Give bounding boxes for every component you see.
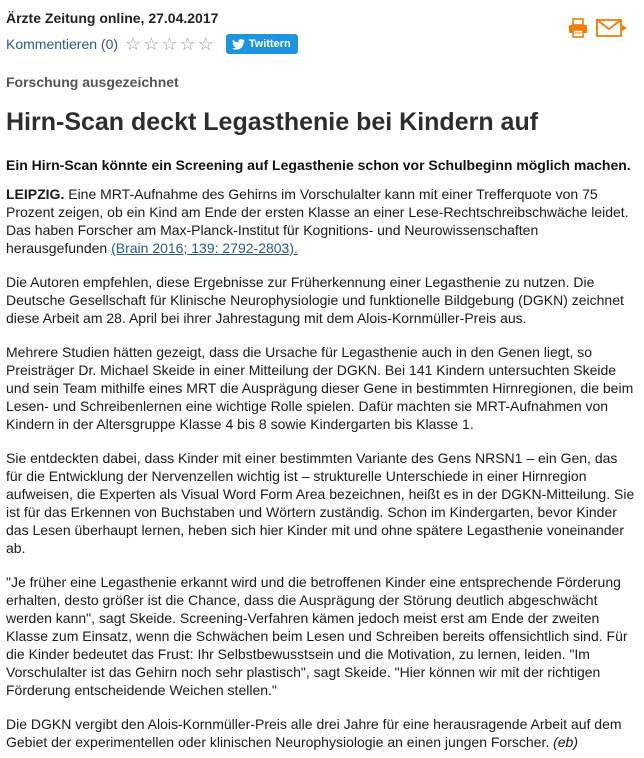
meta-row	[6, 34, 298, 54]
star-icon[interactable]: ☆	[161, 34, 178, 54]
star-icon[interactable]: ☆	[197, 34, 214, 54]
dateline: LEIPZIG.	[6, 186, 65, 202]
paragraph	[6, 715, 636, 751]
reference-link[interactable]: (Brain 2016; 139: 2792-2803).	[111, 240, 298, 256]
section-label: Forschung ausgezeichnet	[6, 74, 179, 90]
source-date: Ärzte Zeitung online, 27.04.2017	[6, 10, 219, 26]
twitter-label: Twittern	[248, 38, 291, 50]
paragraph: Die Autoren empfehlen, diese Ergebnisse zur Früherkennung einer Legasthenie zu nutzen. Die Deutsche Gesellschaft für Klinische Neurophysiologie und funktionelle Bildgebung (DGKN) zeichnet diese Arbeit am 28. April bei ihrer Jahrestagung mit dem Alois-Kornmüller-Preis aus.	[6, 274, 624, 326]
paragraph: Mehrere Studien hätten gezeigt, dass die Ursache für Legasthenie auch in den Genen liegt, so Preisträger Dr. Michael Skeide in einer Mitteilung der DGKN. Bei 141 Kindern untersuchten Skeide und sein Team mithilfe eines MRT die Ausprägung dieser Gene in bestimmten Hirnregionen, die beim Lesen- und Schreibenlernen eine wichtige Rolle spielen. Dafür machten sie MRT-Aufnahmen von Kindern in der Altersgruppe Klasse 4 bis 8 sowie Kindergarten bis Klasse 1.	[6, 344, 634, 432]
twitter-button[interactable]	[226, 34, 298, 54]
star-icon[interactable]: ☆	[143, 34, 160, 54]
paragraph: "Je früher eine Legasthenie erkannt wird und die betroffenen Kinder eine entsprechende Förderung erhalten, desto größer ist die Chance, dass die Ausprägung der Störung deutlich abgeschwächt werden kann", sagt Skeide. Screening-Verfahren kämen jedoch meist erst am Ende der zweiten Klasse zum Einsatz, wenn die Schwächen beim Lesen und Schreiben bereits offensichtlich sind. Für die Kinder bedeutet das Frust: Ihr Selbstbewusstsein und die Motivation, zu lernen, leiden. "Im Vorschulalter ist das Gehirn noch sehr plastisch", sagt Skeide. "Hier können wir mit der richtigen Förderung entscheidende Weichen stellen."	[6, 574, 628, 698]
article-body	[6, 185, 636, 751]
article-headline: Hirn-Scan deckt Legasthenie bei Kindern auf	[6, 108, 539, 136]
paragraph-text: Eine MRT-Aufnahme des Gehirns im Vorschulalter kann mit einer Trefferquote von 75 Prozent zeigen, ob ein Kind am Ende der ersten Klasse an einer Lese-Rechtschreibschwäche leidet. Das haben Forscher am Max-Planck-Institut für Kognitions- und Neurowissenschaften herausgefunden	[6, 186, 629, 256]
print-icon[interactable]	[568, 18, 588, 38]
article-lead: Ein Hirn-Scan könnte ein Screening auf Legasthenie schon vor Schulbeginn möglich machen.	[6, 157, 631, 173]
article-tools	[568, 18, 638, 38]
paragraph	[6, 185, 636, 257]
star-icon[interactable]: ☆	[179, 34, 196, 54]
paragraph: Sie entdeckten dabei, dass Kinder mit einer bestimmten Variante des Gens NRSN1 – ein Gen, das für die Entwicklung der Nervenzellen wichtig ist – strukturelle Unterschiede in einer Hirnregion aufweisen, die Experten als Visual Word Form Area bezeichnen, heißt es in der DGKN-Mitteilung. Sie ist für das Erkennen von Buchstaben und Wörtern zuständig. Schon im Kindergarten, bevor Kinder das Lesen überhaupt lernen, heben sich hier Kinder mit und ohne spätere Legasthenie voneinander ab.	[6, 450, 635, 556]
paragraph-text: Die DGKN vergibt den Alois-Kornmüller-Preis alle drei Jahre für eine herausragende Arbeit auf dem Gebiet der experimentellen oder klinischen Neurophysiologie an einen jungen Forscher.	[6, 716, 622, 750]
rating-stars[interactable]	[125, 35, 216, 53]
author-signature: (eb)	[553, 734, 579, 750]
twitter-bird-icon	[232, 39, 245, 50]
mail-icon[interactable]	[596, 18, 630, 38]
comments-link[interactable]: Kommentieren (0)	[6, 36, 119, 52]
star-icon[interactable]: ☆	[125, 34, 142, 54]
